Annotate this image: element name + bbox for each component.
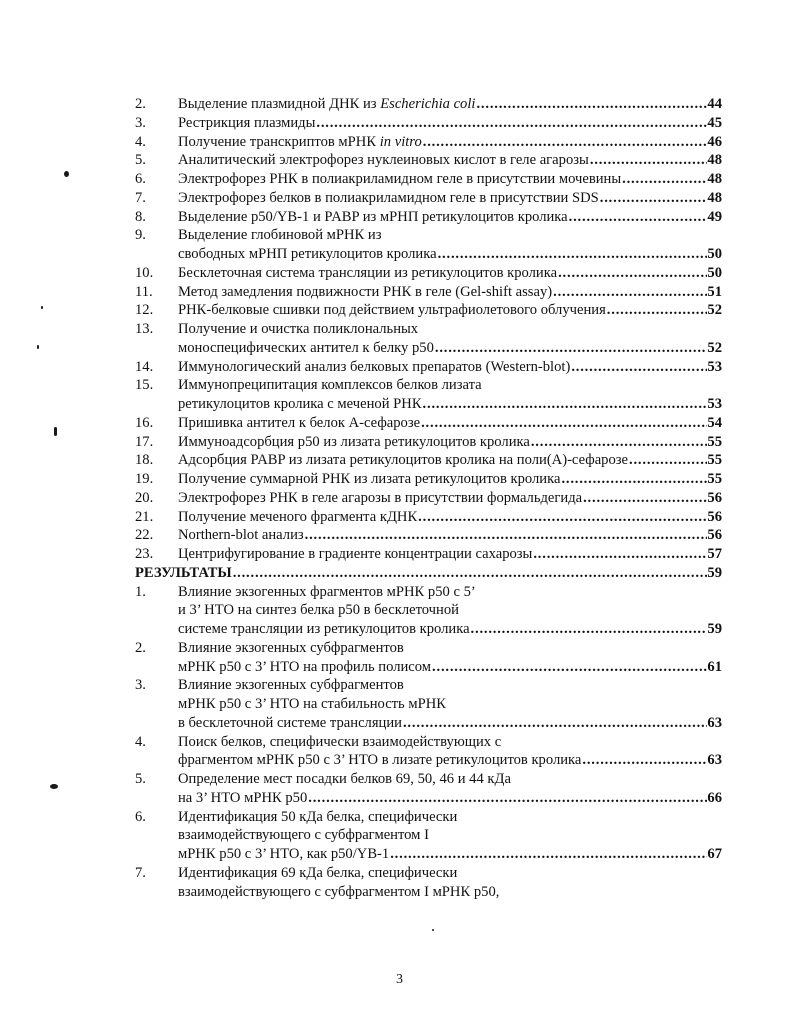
toc-number: 13. — [135, 321, 154, 337]
toc-line — [0, 376, 799, 395]
toc-page-number: 50 — [707, 246, 722, 262]
toc-line — [0, 189, 799, 208]
toc-page-number: 55 — [707, 433, 722, 450]
toc-entry — [0, 133, 799, 152]
toc-entry — [0, 226, 799, 264]
table-of-contents — [0, 95, 799, 901]
toc-title: Электрофорез РНК в полиакриламидном геле в присутствии мочевины — [178, 171, 622, 187]
toc-title: Электрофорез РНК в геле агарозы в присутствии формальдегида — [178, 489, 583, 506]
toc-title-line — [178, 320, 722, 339]
toc-title: РНК-белковые сшивки под действием ультрафиолетового облучения — [178, 302, 606, 319]
toc-title: Центрифугирование в градиенте концентрации сахарозы — [178, 546, 533, 562]
toc-line — [0, 320, 799, 339]
toc-title-line — [178, 170, 722, 189]
toc-title-line — [178, 883, 722, 902]
toc-title: Выделение плазмидной ДНК из Escherichia coli — [178, 96, 476, 112]
scan-speck — [37, 345, 39, 349]
dot-leader — [438, 245, 708, 264]
toc-title: Идентификация 50 кДа белка, специфически — [178, 808, 458, 825]
toc-title-line — [178, 676, 722, 695]
toc-page-number: 55 — [707, 471, 722, 487]
toc-line — [0, 114, 799, 133]
toc-entry — [0, 208, 799, 227]
toc-title-line — [178, 301, 722, 320]
toc-title-line — [178, 733, 722, 752]
toc-title: Электрофорез белков в полиакриламидном геле в присутствии SDS — [178, 189, 599, 206]
toc-title-line — [178, 226, 722, 245]
toc-title: мРНК p50 с 3’ НТО на профиль полисом — [178, 658, 432, 675]
dot-leader — [583, 489, 707, 508]
toc-page-number: 52 — [707, 302, 722, 319]
scan-speck — [41, 306, 43, 309]
toc-entry — [0, 451, 799, 470]
toc-number: 15. — [135, 377, 154, 394]
toc-page-number: 56 — [707, 508, 722, 525]
toc-line — [0, 826, 799, 845]
toc-title-line — [178, 189, 722, 208]
dot-leader — [390, 845, 707, 864]
toc-page-number: 56 — [707, 527, 722, 544]
toc-number: 1. — [135, 583, 146, 600]
toc-page-number: 63 — [707, 714, 722, 731]
toc-number: 4. — [135, 733, 146, 750]
toc-page-number: 53 — [707, 358, 722, 375]
toc-title-line — [178, 451, 722, 470]
toc-page-number: 50 — [707, 264, 722, 281]
toc-title-line — [178, 470, 722, 489]
toc-entry — [0, 864, 799, 902]
toc-entry — [0, 770, 799, 808]
toc-title: мРНК p50 с 3’ НТО, как p50/YB-1 — [178, 846, 390, 862]
page-number: 3 — [396, 972, 403, 987]
toc-title-line — [178, 601, 722, 620]
dot-leader — [421, 414, 707, 433]
toc-entry — [0, 151, 799, 170]
toc-entry — [0, 170, 799, 189]
toc-entry — [0, 376, 799, 414]
toc-page-number: 54 — [707, 414, 722, 431]
toc-entry — [0, 114, 799, 133]
toc-title: РЕЗУЛЬТАТЫ — [135, 564, 232, 581]
dot-leader — [316, 114, 707, 133]
toc-line — [0, 208, 799, 227]
toc-page-number: 53 — [707, 396, 722, 412]
toc-line — [0, 770, 799, 789]
toc-title: системе трансляции из ретикулоцитов кролика — [178, 621, 470, 637]
toc-line — [0, 489, 799, 508]
toc-line — [0, 714, 799, 733]
dot-leader — [308, 789, 707, 808]
toc-title-line — [178, 433, 722, 452]
toc-title-line — [178, 583, 722, 602]
toc-page-number: 48 — [707, 189, 722, 206]
toc-line — [0, 470, 799, 489]
toc-entry — [0, 676, 799, 732]
toc-line — [0, 508, 799, 527]
toc-line — [0, 526, 799, 545]
toc-title: Рестрикция плазмиды — [178, 114, 316, 131]
toc-line — [0, 845, 799, 864]
toc-number: 3. — [135, 677, 146, 694]
toc-line — [0, 733, 799, 752]
toc-page-number: 46 — [707, 133, 722, 150]
toc-title: ретикулоцитов кролика с меченой РНК — [178, 396, 422, 412]
toc-entry — [0, 489, 799, 508]
toc-line — [0, 133, 799, 152]
toc-title: Адсорбция PABP из лизата ретикулоцитов кролика на поли(А)-сефарозе — [178, 452, 629, 469]
toc-title: фрагментом мРНК p50 с 3’ НТО в лизате ретикулоцитов кролика — [178, 752, 582, 769]
toc-number: 2. — [135, 639, 146, 656]
toc-title: Пришивка антител к белок А-сефарозе — [178, 414, 421, 431]
toc-number: 16. — [135, 414, 154, 431]
toc-line — [0, 658, 799, 677]
toc-entry — [0, 526, 799, 545]
toc-title-line — [178, 95, 722, 114]
dot-leader — [561, 470, 707, 489]
dot-leader — [600, 189, 708, 208]
toc-title-line — [178, 845, 722, 864]
toc-title: Влияние экзогенных фрагментов мРНК p50 с 5’ — [178, 583, 476, 600]
toc-page-number: 48 — [707, 171, 722, 187]
toc-number: 11. — [135, 283, 153, 300]
toc-title: в бесклеточной системе трансляции — [178, 714, 402, 731]
dot-leader — [533, 545, 707, 564]
toc-title: мРНК p50 с 3’ НТО на стабильность мРНК — [178, 696, 446, 712]
toc-title-line — [178, 395, 722, 414]
toc-title-line — [178, 826, 722, 845]
dot-leader — [435, 339, 708, 358]
toc-entry — [0, 283, 799, 302]
dot-leader — [432, 658, 707, 677]
toc-title: Влияние экзогенных субфрагментов — [178, 677, 404, 694]
toc-title-line — [178, 133, 722, 152]
toc-entry — [0, 414, 799, 433]
toc-page-number: 48 — [707, 152, 722, 169]
dot-leader — [531, 433, 708, 452]
toc-title-line — [178, 208, 722, 227]
toc-entry — [0, 433, 799, 452]
toc-title: Определение мест посадки белков 69, 50, 46 и 44 кДа — [178, 771, 511, 787]
dot-leader — [629, 451, 707, 470]
toc-title-line — [178, 376, 722, 395]
toc-page-number: 61 — [707, 658, 722, 675]
toc-title: Аналитический электрофорез нуклеиновых кислот в геле агарозы — [178, 152, 589, 169]
toc-title-line — [178, 639, 722, 658]
dot-leader — [571, 358, 707, 377]
toc-number: 21. — [135, 508, 154, 525]
dot-leader — [553, 283, 707, 302]
toc-title: Поиск белков, специфически взаимодействующих с — [178, 733, 502, 750]
toc-entry — [0, 583, 799, 639]
dot-leader — [622, 170, 707, 189]
toc-title: Иммунологический анализ белковых препаратов (Western-blot) — [178, 358, 571, 375]
toc-title-line — [178, 526, 722, 545]
toc-title: Бесклеточная система трансляции из ретикулоцитов кролика — [178, 264, 558, 281]
toc-number: 5. — [135, 771, 146, 787]
toc-title-line — [178, 114, 722, 133]
toc-line — [0, 226, 799, 245]
toc-page-number: 45 — [707, 114, 722, 131]
toc-title: Иммунопреципитация комплексов белков лизата — [178, 377, 482, 394]
toc-number: 20. — [135, 489, 154, 506]
dot-leader — [582, 751, 707, 770]
toc-line — [0, 339, 799, 358]
toc-number: 22. — [135, 527, 154, 544]
toc-number: 6. — [135, 808, 146, 825]
dot-leader — [471, 620, 708, 639]
toc-title-line — [178, 358, 722, 377]
dot-leader — [418, 508, 707, 527]
toc-title: Получение меченого фрагмента кДНК — [178, 508, 418, 525]
toc-line — [0, 808, 799, 827]
toc-line — [0, 283, 799, 302]
toc-title: Выделение p50/YB-1 и PABP из мРНП ретикулоцитов кролика — [178, 208, 568, 225]
dot-leader — [233, 564, 708, 583]
toc-page-number: 49 — [707, 208, 722, 225]
toc-line — [0, 414, 799, 433]
toc-title-line — [178, 789, 722, 808]
toc-number: 7. — [135, 864, 146, 881]
toc-number: 12. — [135, 302, 154, 319]
toc-title: и 3’ НТО на синтез белка p50 в бесклеточной — [178, 602, 459, 619]
toc-entry — [0, 733, 799, 771]
toc-line — [0, 245, 799, 264]
scan-speck — [54, 427, 57, 436]
toc-line — [0, 95, 799, 114]
toc-title: Получение и очистка поликлональных — [178, 321, 419, 337]
toc-number: 7. — [135, 189, 146, 206]
toc-entry — [0, 95, 799, 114]
toc-entry — [0, 470, 799, 489]
toc-title: Идентификация 69 кДа белка, специфически — [178, 864, 458, 881]
toc-title: свободных мРНП ретикулоцитов кролика — [178, 246, 437, 262]
toc-line — [0, 433, 799, 452]
toc-number: 3. — [135, 114, 146, 131]
toc-number: 17. — [135, 433, 154, 450]
dot-leader — [476, 95, 707, 114]
toc-section-heading — [0, 564, 799, 583]
toc-title-line — [178, 770, 722, 789]
toc-entry — [0, 358, 799, 377]
toc-line — [0, 789, 799, 808]
toc-title: Влияние экзогенных субфрагментов — [178, 639, 404, 656]
toc-title-line — [178, 695, 722, 714]
toc-entry — [0, 508, 799, 527]
toc-line — [0, 601, 799, 620]
toc-page-number: 67 — [707, 846, 722, 862]
toc-number: 19. — [135, 471, 154, 487]
toc-page-number: 51 — [707, 283, 722, 300]
toc-title: Northern-blot анализ — [178, 527, 304, 544]
toc-entry — [0, 301, 799, 320]
dot-leader — [590, 151, 708, 170]
toc-entry — [0, 264, 799, 283]
toc-title: Иммуноадсорбция p50 из лизата ретикулоцитов кролика — [178, 433, 530, 450]
toc-line — [0, 301, 799, 320]
toc-number: 4. — [135, 133, 146, 150]
toc-page-number: 57 — [707, 546, 722, 562]
toc-title-line — [178, 245, 722, 264]
toc-line — [0, 695, 799, 714]
toc-number: 8. — [135, 208, 146, 225]
dot-leader — [403, 714, 707, 733]
toc-line — [0, 620, 799, 639]
toc-entry — [0, 189, 799, 208]
toc-line — [0, 639, 799, 658]
toc-line — [0, 151, 799, 170]
toc-title: взаимодействующего с субфрагментом I мРНК p50, — [178, 883, 500, 900]
toc-title-line — [178, 508, 722, 527]
dot-leader — [423, 395, 708, 414]
toc-page-number: 44 — [707, 96, 722, 112]
toc-title-line — [178, 264, 722, 283]
toc-entry — [0, 545, 799, 564]
dot-leader — [423, 133, 708, 152]
toc-line — [0, 751, 799, 770]
toc-line — [0, 451, 799, 470]
toc-title-line — [178, 283, 722, 302]
scan-speck — [432, 929, 434, 931]
toc-title: Получение транскриптов мРНК in vitro — [178, 133, 422, 150]
toc-title: Метод замедления подвижности РНК в геле (Gel-shift assay) — [178, 283, 553, 300]
toc-number: 10. — [135, 264, 154, 281]
toc-page-number: 59 — [707, 621, 722, 637]
dot-leader — [305, 526, 708, 545]
toc-number: 18. — [135, 452, 154, 469]
toc-number: 6. — [135, 171, 146, 187]
toc-page-number: 56 — [707, 489, 722, 506]
toc-title-line — [178, 658, 722, 677]
toc-line — [0, 583, 799, 602]
toc-page-number: 63 — [707, 752, 722, 769]
toc-title: Выделение глобиновой мРНК из — [178, 227, 382, 244]
toc-page-number: 52 — [707, 339, 722, 356]
toc-line — [0, 545, 799, 564]
toc-line — [0, 170, 799, 189]
toc-title-line — [135, 564, 722, 583]
toc-line — [0, 564, 799, 583]
toc-page-number: 55 — [707, 452, 722, 469]
toc-number: 23. — [135, 546, 154, 562]
dot-leader — [558, 264, 707, 283]
toc-title-line — [178, 339, 722, 358]
toc-title-line — [178, 808, 722, 827]
toc-title-line — [178, 151, 722, 170]
toc-title: моноспецифических антител к белку p50 — [178, 339, 434, 356]
toc-entry — [0, 639, 799, 677]
toc-number: 9. — [135, 227, 146, 244]
toc-page-number: 66 — [707, 789, 722, 806]
toc-title-line — [178, 414, 722, 433]
scan-speck — [64, 171, 69, 177]
dot-leader — [569, 208, 708, 227]
toc-number: 2. — [135, 96, 146, 112]
toc-title: взаимодействующего с субфрагментом I — [178, 827, 429, 844]
toc-title-line — [178, 620, 722, 639]
toc-page-number: 59 — [707, 564, 722, 581]
toc-title-line — [178, 864, 722, 883]
toc-line — [0, 864, 799, 883]
toc-entry — [0, 320, 799, 358]
toc-title: на 3’ НТО мРНК p50 — [178, 789, 308, 806]
toc-number: 14. — [135, 358, 154, 375]
toc-entry — [0, 808, 799, 864]
toc-line — [0, 264, 799, 283]
toc-title: Получение суммарной РНК из лизата ретикулоцитов кролика — [178, 471, 561, 487]
toc-title-line — [178, 751, 722, 770]
scan-speck — [50, 784, 58, 789]
toc-line — [0, 676, 799, 695]
toc-line — [0, 883, 799, 902]
dot-leader — [607, 301, 708, 320]
toc-number: 5. — [135, 152, 146, 169]
toc-line — [0, 358, 799, 377]
toc-title-line — [178, 714, 722, 733]
toc-line — [0, 395, 799, 414]
toc-title-line — [178, 545, 722, 564]
toc-title-line — [178, 489, 722, 508]
